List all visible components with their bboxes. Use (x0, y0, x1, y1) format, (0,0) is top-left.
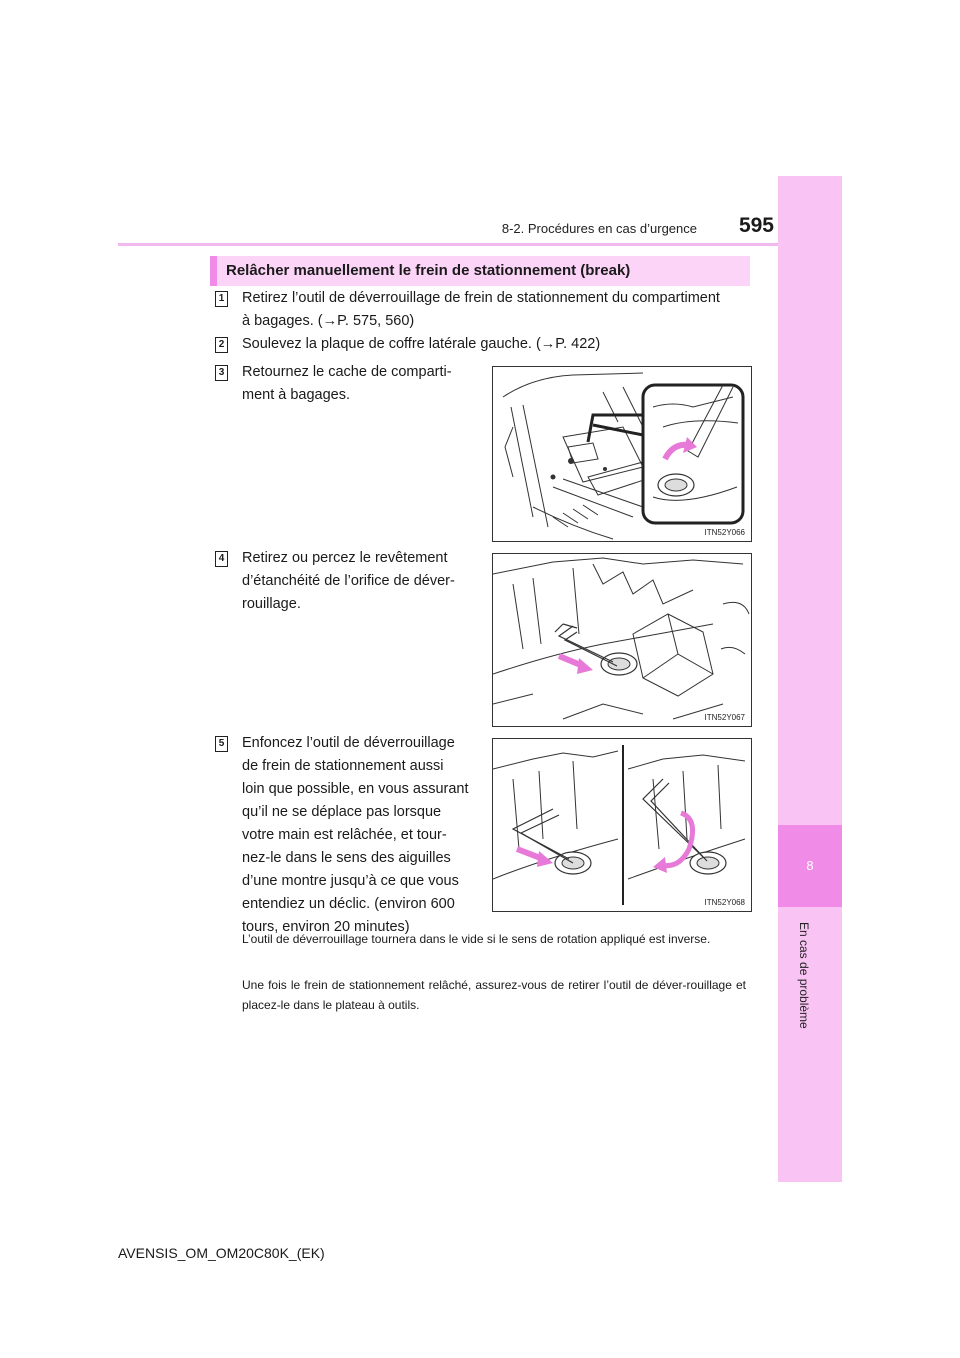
step-number-4: 4 (215, 551, 228, 567)
step-5-line-2: de frein de stationnement aussi (242, 758, 444, 774)
step-3-line-2: ment à bagages. (242, 387, 351, 403)
step-4-line-2: d’étanchéité de l’orifice de déver- (242, 573, 455, 589)
step-4-line-1: Retirez ou percez le revêtement (242, 550, 448, 566)
figure-trunk-cover (492, 366, 752, 542)
step-5-line-3: loin que possible, en vous assurant (242, 781, 469, 797)
trunk-cover-illustration (493, 367, 751, 541)
step-number-2: 2 (215, 337, 228, 353)
turn-tool-illustration (493, 739, 751, 911)
step-5-line-5: votre main est relâchée, et tour- (242, 827, 447, 843)
step-4-line-3: rouillage. (242, 596, 301, 612)
step-1-line-2: à bagages. (→P. 575, 560) (242, 313, 415, 329)
step-number-3: 3 (215, 365, 228, 381)
step-5-line-1: Enfoncez l’outil de déverrouillage (242, 735, 455, 751)
step-number-5: 5 (215, 736, 228, 752)
section-heading (210, 256, 750, 286)
section-heading-text: Relâcher manuellement le frein de stationnement (break) (226, 262, 631, 279)
chapter-tab-number-box (778, 825, 842, 907)
step-5-line-6: nez-le dans le sens des aiguilles (242, 850, 451, 866)
figure-seal-hole (492, 553, 752, 727)
step-1-text (242, 287, 746, 333)
section-heading-bar (210, 256, 217, 286)
step-1-line-1: Retirez l’outil de déverrouillage de frein de stationnement du compartiment (242, 290, 720, 306)
seal-hole-illustration (493, 554, 751, 726)
step-5-text (242, 732, 478, 939)
note-2: Une fois le frein de stationnement relâché, assurez-vous de retirer l’outil de déver-rouillage et placez-le dans le plateau à outils. (242, 978, 746, 1012)
chapter-tab-number: 8 (806, 858, 814, 873)
step-2-text (242, 333, 746, 356)
note-1: L’outil de déverrouillage tournera dans le vide si le sens de rotation appliqué est inverse. (242, 932, 711, 946)
step-5-line-4: qu’il ne se déplace pas lorsque (242, 804, 442, 820)
step-4-text (242, 547, 478, 616)
header-chapter-title: 8-2. Procédures en cas d’urgence (501, 221, 697, 236)
step-5-line-9: tours, environ 20 minutes) (242, 919, 410, 935)
step-2-line-1: Soulevez la plaque de coffre latérale gauche. (→P. 422) (242, 336, 601, 352)
chapter-tab-label-box (797, 922, 821, 1152)
figure-3-code: ITN52Y068 (704, 898, 745, 907)
figure-turn-tool (492, 738, 752, 912)
footer-doc-id: AVENSIS_OM_OM20C80K_(EK) (118, 1245, 325, 1261)
chapter-tab-label: En cas de problème (797, 922, 811, 1029)
figure-1-code: ITN52Y066 (704, 528, 745, 537)
step-number-1: 1 (215, 291, 228, 307)
step-3-line-1: Retournez le cache de comparti- (242, 364, 452, 380)
header-rule (118, 243, 840, 246)
page-number: 595 (738, 214, 774, 237)
step-5-line-7: d’une montre jusqu’à ce que vous (242, 873, 459, 889)
figure-2-code: ITN52Y067 (704, 713, 745, 722)
step-3-text (242, 361, 478, 407)
step-5-line-8: entendiez un déclic. (environ 600 (242, 896, 455, 912)
